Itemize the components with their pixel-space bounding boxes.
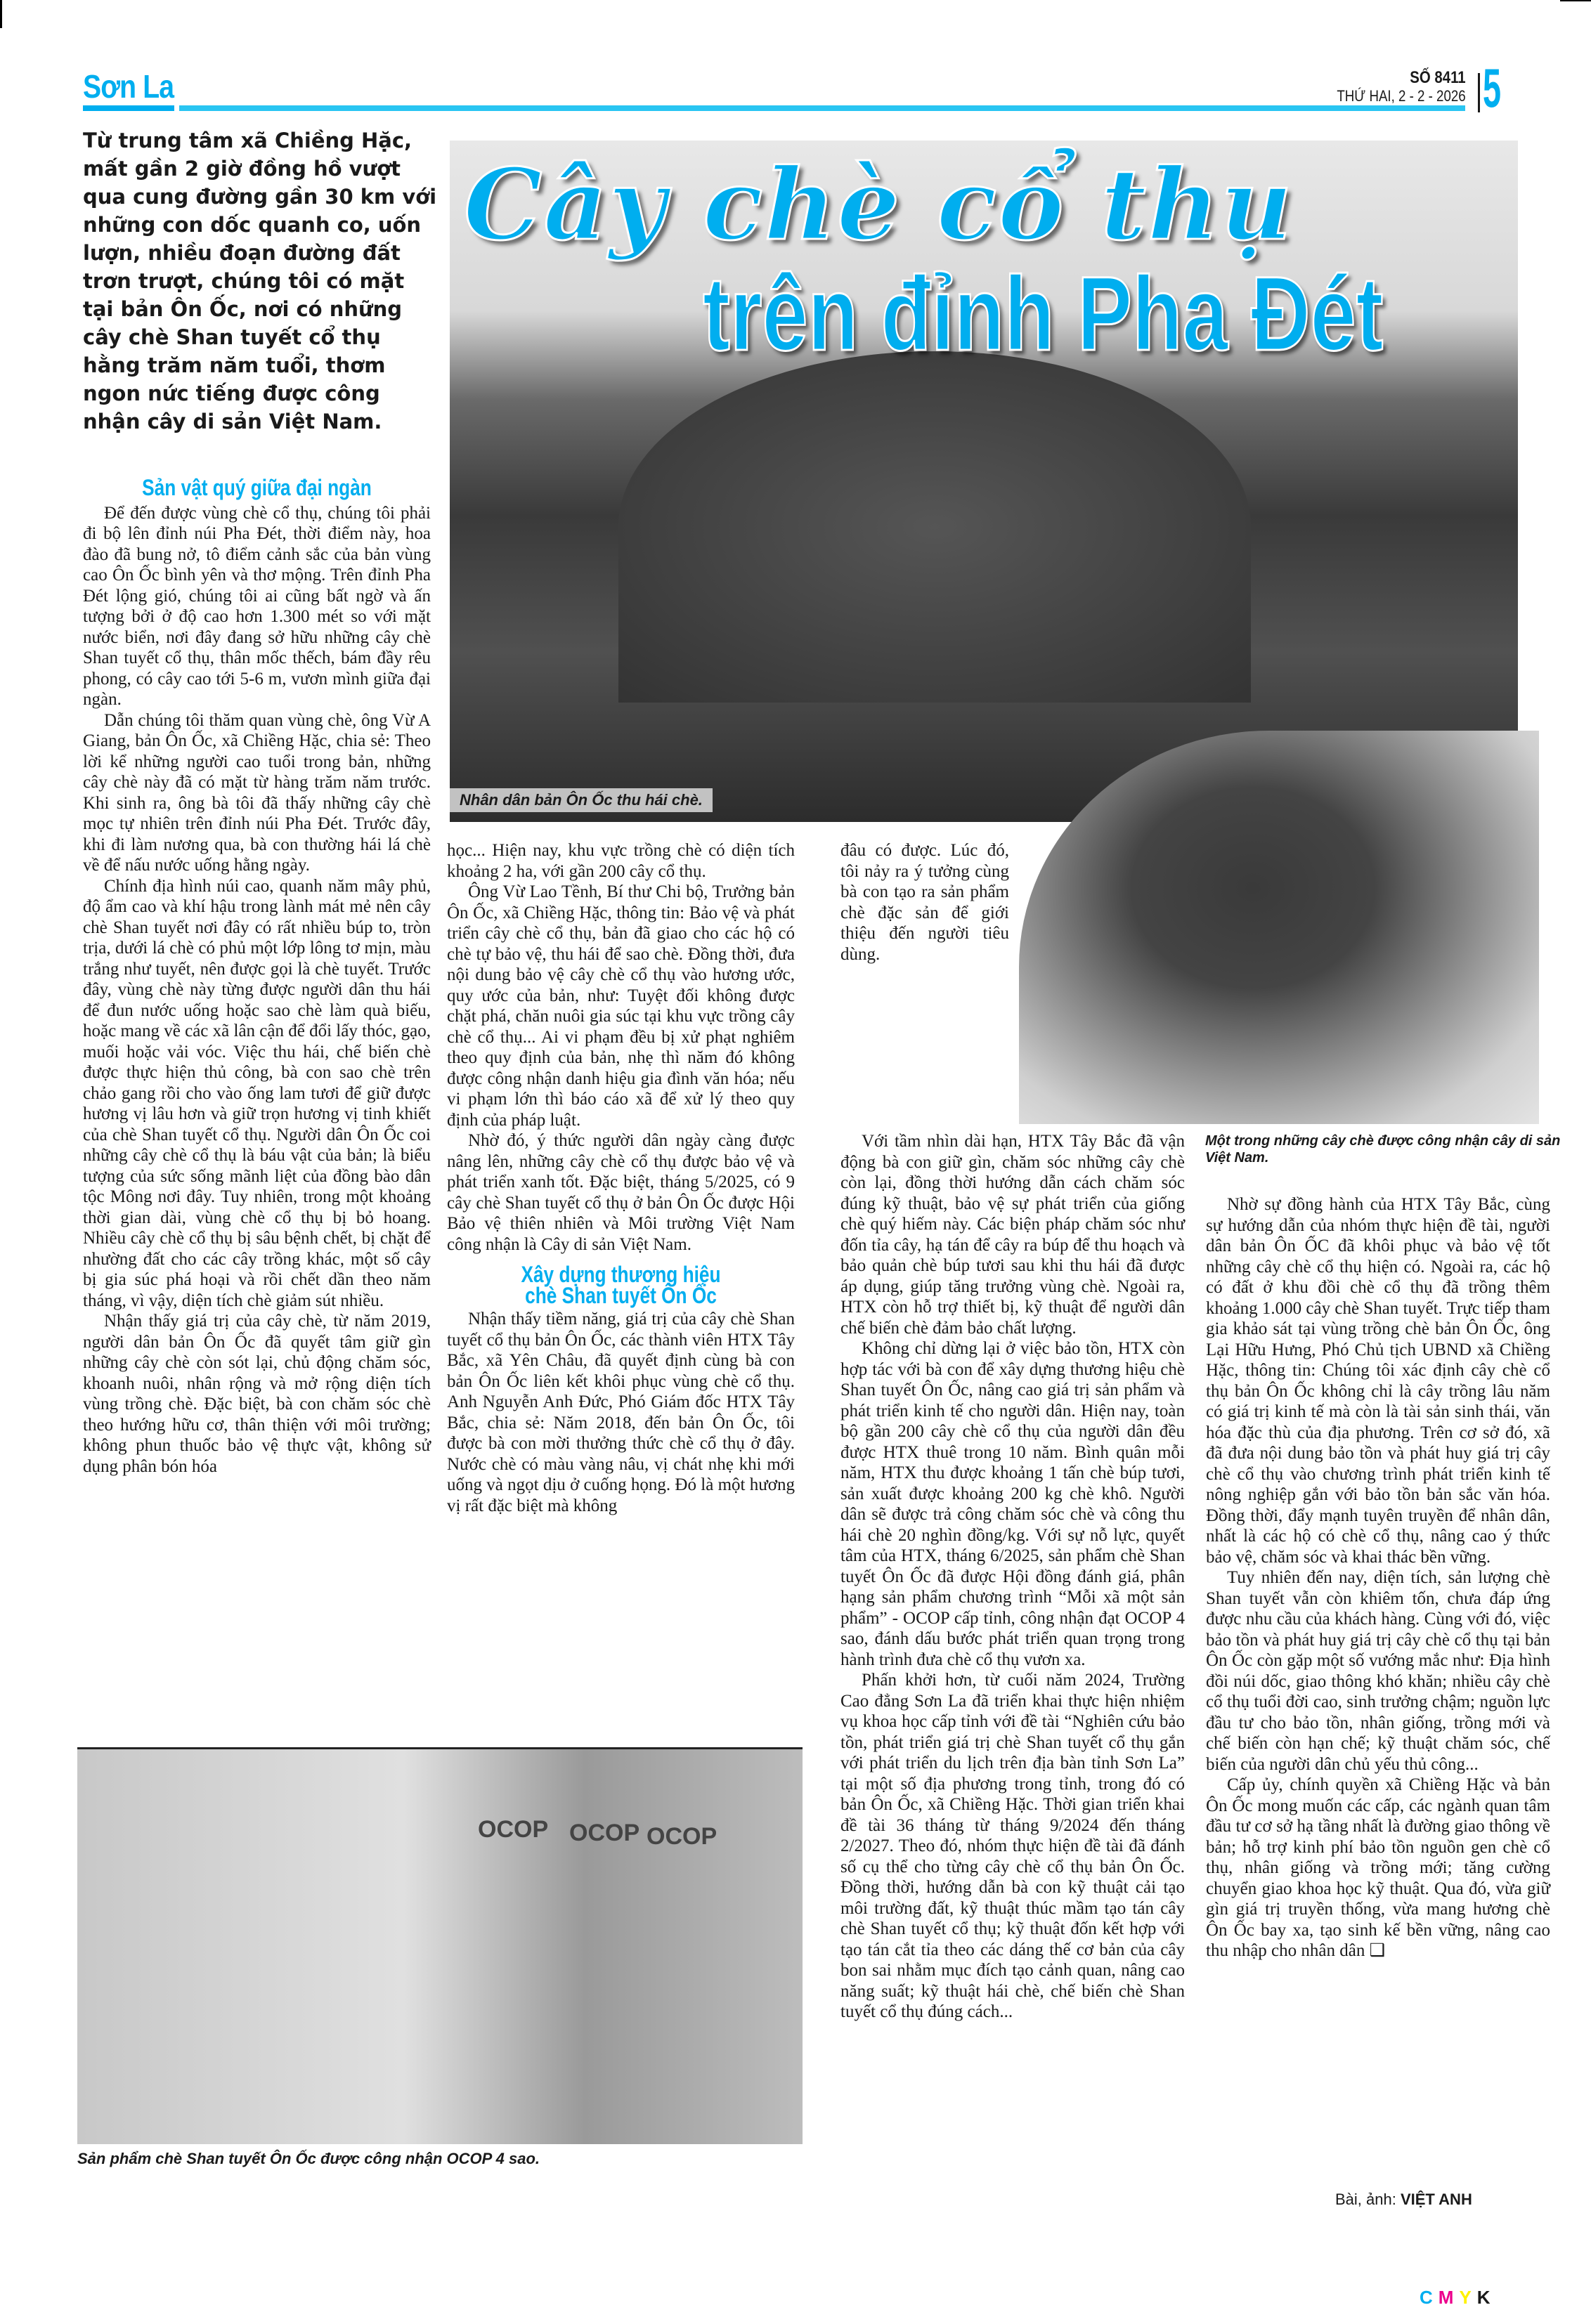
subheading-line: chè Shan tuyết Ôn Ốc — [525, 1282, 717, 1308]
issue-info — [1337, 69, 1466, 105]
byline — [1335, 2191, 1472, 2209]
paragraph: Cấp ủy, chính quyền xã Chiềng Hặc và bản Ôn Ốc mong muốn các cấp, các ngành quan tâm đầu tư cơ sở hạ tầng nhất là đường giao thông về bản; hỗ trợ kinh phí bảo tồn nguồn gen chè cổ thụ, nhân giống và trồng mới; tăng cường chuyển giao khoa học kỹ thuật. Qua đó, vừa giữ gìn giá trị truyền thống, vừa mang hương chè Ôn Ốc bay xa, tạo sinh kế bền vững, nâng cao thu nhập cho nhân dân ❑ — [1206, 1775, 1550, 1960]
subheading: Sản vật quý giữa đại ngàn — [142, 475, 372, 500]
paragraph: Với tầm nhìn dài hạn, HTX Tây Bắc đã vận động bà con giữ gìn, chăm sóc những cây chè còn lại, đồng thời hướng dẫn cách chăm sóc đúng kỹ thuật, bảo vệ sự phát triển của giống chè quý hiếm này. Các biện pháp chăm sóc như đốn tỉa cây, hạ tán để cây ra búp để thu hoạch và bảo quản chè búp tươi sau khi thu hái đã được áp dụng, giúp tăng trưởng vùng chè. Ngoài ra, HTX còn hỗ trợ thiết bị, kỹ thuật để người dân chế biến chè đảm bảo chất lượng. — [840, 1132, 1185, 1338]
article-column-3 — [840, 1131, 1185, 2023]
paragraph: học... Hiện nay, khu vực trồng chè có diện tích khoảng 2 ha, với gần 200 cây cổ thụ. — [447, 841, 795, 881]
crop-mark — [0, 0, 2, 28]
paragraph: Dẫn chúng tôi thăm quan vùng chè, ông Vừ A Giang, bản Ôn Ốc, xã Chiềng Hặc, chia sẻ: Theo lời kể những người cao tuổi trong bản, những cây chè này đã có mặt từ hàng trăm năm trước. Khi sinh ra, ông bà tôi đã thấy những cây chè mọc tự nhiên trên đỉnh núi Pha Đét. Trước đây, khi đi làm nương qua, bà con thường hái lá chè về để nấu nước uống hằng ngày. — [83, 710, 431, 875]
article-lead: Từ trung tâm xã Chiềng Hặc, mất gần 2 giờ đồng hồ vượt qua cung đường gần 30 km với những con dốc quanh co, uốn lượn, nhiều đoạn đường đất trơn trượt, chúng tôi có mặt tại bản Ôn Ốc, nơi có những cây chè Shan tuyết cổ thụ hằng trăm năm tuổi, thơm ngon nức tiếng được công nhận cây di sản Việt Nam. — [83, 129, 437, 433]
paragraph: Nhờ đó, ý thức người dân ngày càng được nâng lên, những cây chè cổ thụ được bảo vệ và phát triển xanh tốt. Đặc biệt, tháng 5/2025, có 9 cây chè Shan tuyết cổ thụ ở bản Ôn Ốc được Hội Bảo vệ thiên nhiên và Môi trường Việt Nam công nhận là Cây di sản Việt Nam. — [447, 1131, 795, 1254]
issue-number: SỐ 8411 — [1410, 68, 1466, 87]
section-name: Sơn La — [83, 68, 174, 105]
paragraph: Nhờ sự đồng hành của HTX Tây Bắc, cùng sự hướng dẫn của nhóm thực hiện đề tài, người dân bản Ôn ỐC đã khôi phục và bảo vệ tốt những cây chè cổ thụ hiện có. Ngoài ra, các hộ có đất ở khu đồi chè cổ thụ đã trồng thêm khoảng 1.000 cây chè Shan tuyết. Trực tiếp tham gia khảo sát tại vùng trồng chè bản Ôn Ốc, ông Lại Hữu Hưng, Phó Chủ tịch UBND xã Chiềng Hặc, thông tin: Chúng tôi xác định cây chè cổ thụ bản Ôn Ốc không chỉ là cây trồng lâu năm có giá trị kinh tế mà còn là tài sản sinh thái, văn hóa đặc thù của địa phương. Trên cơ sở đó, xã đã đưa nội dung bảo tồn và phát huy giá trị cây chè cổ thụ vào chương trình phát triển kinh tế nông nghiệp gắn với bảo tồn bản sắc văn hóa. Đồng thời, đẩy mạnh tuyên truyền để nhân dân, nhất là các hộ có chè cổ thụ, nâng cao ý thức bảo vệ, chăm sóc và khai thác bền vững. — [1206, 1195, 1550, 1567]
paragraph: Tuy nhiên đến nay, diện tích, sản lượng chè Shan tuyết vẫn còn khiêm tốn, chưa đáp ứng được nhu cầu của khách hàng. Cùng với đó, việc bảo tồn và phát huy giá trị cây chè cổ thụ tại bản Ôn Ốc còn gặp một số vướng mắc như: Địa hình đồi núi dốc, giao thông khó khăn; nhiều cây chè cổ thụ tuổi đời cao, sinh trưởng chậm; nguồn lực đầu tư cho bảo tồn, nhân giống, trồng mới và chế biến còn hạn chế; kỹ thuật chăm sóc, chế biến của người dân chủ yếu thủ công... — [1206, 1568, 1550, 1774]
article-column-3-top — [840, 840, 1009, 965]
article-column-1 — [83, 475, 431, 1477]
subheading-line: Xây dựng thương hiệu — [521, 1262, 721, 1287]
page-number: 5 — [1483, 57, 1502, 119]
ocop-product-photo — [77, 1747, 803, 2144]
paragraph: Phấn khởi hơn, từ cuối năm 2024, Trường Cao đẳng Sơn La đã triển khai thực hiện nhiệm vụ khoa học cấp tỉnh với đề tài “Nghiên cứu bảo tồn, phát triển giá trị chè Shan tuyết cổ thụ gắn với phát triển du lịch trên địa bàn tỉnh Sơn La” tại một số địa phương trong tỉnh, trong đó có bản Ôn Ốc, xã Chiềng Hặc. Thời gian triển khai đề tài 36 tháng từ tháng 9/2024 đến tháng 2/2027. Theo đó, nhóm thực hiện đề tài đã đánh số cụ thể cho từng cây chè cổ thụ bản Ôn Ốc. Đồng thời, hướng dẫn bà con kỹ thuật cải tạo môi trường đất, kỹ thuật thúc mầm tạo tán cây chè Shan tuyết cổ thụ; kỹ thuật đốn kết hợp với tạo tán cắt tỉa theo các dáng thế cơ bản của cây bon sai nhằm mục đích tạo cảnh quan, nâng cao năng suất; kỹ thuật hái chè, chế biến chè Shan tuyết cổ thụ đúng cách... — [840, 1671, 1185, 2021]
cmyk-k: K — [1476, 2287, 1496, 2308]
cmyk-c: C — [1420, 2287, 1439, 2308]
paragraph: Nhận thấy tiềm năng, giá trị của cây chè Shan tuyết cổ thụ bản Ôn Ốc, các thành viên HTX Tây Bắc, xã Yên Châu, đã quyết định cùng bà con bản Ôn Ốc liên kết khôi phục vùng chè cổ thụ. Anh Nguyễn Anh Đức, Phó Giám đốc HTX Tây Bắc, chia sẻ: Năm 2018, đến bản Ôn Ốc, tôi được bà con mời thưởng thức chè cổ thụ ở đây. Nước chè có màu vàng nâu, vị chát nhẹ khi mới uống và ngọt dịu ở cuống họng. Đó là một hương vị rất đặc biệt mà không — [447, 1310, 795, 1515]
paragraph: Không chỉ dừng lại ở việc bảo tồn, HTX còn hợp tác với bà con để xây dựng thương hiệu chè Shan tuyết Ôn Ốc, nâng cao giá trị sản phẩm và phát triển kinh tế cho người dân. Hiện nay, toàn bộ gần 200 cây chè cổ thụ của người dân đều được HTX thuê trong 10 năm. Bình quân mỗi năm, HTX thu được khoảng 1 tấn chè búp tươi, sản xuất được khoảng 200 kg chè khô. Người dân sẽ được trả công chăm sóc chè và công thu hái chè 20 nghìn đồng/kg. Với sự nỗ lực, quyết tâm của HTX, tháng 6/2025, sản phẩm chè Shan tuyết Ôn Ốc đã được Hội đồng đánh giá, phân hạng sản phẩm chương trình “Mỗi xã một sản phẩm” - OCOP cấp tỉnh, công nhận đạt OCOP 4 sao, đánh dấu bước phát triển quan trọng trong hành trình đưa chè cổ thụ vươn xa. — [840, 1339, 1185, 1669]
paragraph: Để đến được vùng chè cổ thụ, chúng tôi phải đi bộ lên đỉnh núi Pha Đét, thời điểm này, hoa đào đã bung nở, tô điểm cảnh sắc của bản vùng cao Ôn Ốc bình yên và thơ mộng. Trên đỉnh Pha Đét lộng gió, chúng tôi ai cũng bất ngờ và ấn tượng bởi ở độ cao hơn 1.300 mét so với mặt nước biển, nơi đây đang sở hữu những cây chè Shan tuyết cổ thụ, thân mốc thếch, bám đầy rêu phong, có cây cao tới 5-6 m, vươn mình giữa đại ngàn. — [83, 503, 431, 709]
cmyk-marks — [1420, 2287, 1496, 2309]
headline-line-2: trên đỉnh Pha Đét — [703, 254, 1384, 372]
main-photo-caption: Nhân dân bản Ôn Ốc thu hái chè. — [450, 788, 713, 812]
ocop-sign: OCOP — [569, 1820, 640, 1846]
paragraph: Chính địa hình núi cao, quanh năm mây phủ, độ ẩm cao và khí hậu trong lành mát mẻ nên cây chè Shan tuyết nơi đây có rất nhiều búp to, tròn trịa, dưới lá chè có phủ một lớp lông tơ mịn, màu trắng như tuyết, nên được gọi là chè tuyết. Trước đây, vùng chè này từng được người dân thu hái để đun nước uống hoặc sao chè làm quà biếu, hoặc mang về các xã lân cận để đổi lấy thóc, gạo, muối hoặc vải vóc. Việc thu hái, chế biến chè được thực hiện thủ công, bà con sao chè trên chảo gang rồi cho vào ống lam tươi để giữ được hương vị lâu hơn và giữ trọn hương vị tinh khiết của chè Shan tuyết cổ thụ. Người dân Ôn Ốc coi những cây chè cổ thụ là báu vật của bản; là biểu tượng của sức sống mãnh liệt của đồng bào dân tộc Mông nơi đây. Tuy nhiên, trong một khoảng thời gian dài, vùng chè cổ thụ bị bỏ hoang. Nhiều cây chè cổ thụ bị sâu bệnh chết, bị chặt để nhường đất cho các cây trồng khác, một số cây bị gia súc phá hoại và rồi chết dần theo năm tháng, vì vậy, diện tích chè giảm sút nhiều. — [83, 876, 431, 1310]
header-rule — [179, 105, 1465, 111]
subheading — [479, 1262, 764, 1308]
crop-mark — [1560, 0, 1591, 1]
headline-line-1: Cây chè cổ thụ — [464, 148, 1294, 263]
byline-author: VIỆT ANH — [1400, 2191, 1472, 2208]
article-column-2 — [447, 840, 795, 1516]
ocop-sign: OCOP — [647, 1823, 717, 1850]
cmyk-y: Y — [1459, 2287, 1477, 2308]
article-column-4 — [1206, 1194, 1550, 1961]
ocop-photo-caption: Sản phẩm chè Shan tuyết Ôn Ốc được công nhận OCOP 4 sao. — [77, 2150, 540, 2167]
issue-date: THỨ HAI, 2 - 2 - 2026 — [1337, 87, 1466, 105]
header-rule — [83, 105, 174, 111]
paragraph: đâu có được. Lúc đó, tôi nảy ra ý tưởng cùng bà con tạo ra sản phẩm chè đặc sản để giới thiệu đến người tiêu dùng. — [840, 841, 1009, 964]
tree-photo-caption: Một trong những cây chè được công nhận cây di sản Việt Nam. — [1205, 1133, 1561, 1166]
mountain-shape — [618, 351, 1251, 703]
cmyk-m: M — [1438, 2287, 1460, 2308]
byline-label: Bài, ảnh: — [1335, 2191, 1396, 2208]
header-divider — [1478, 73, 1480, 112]
paragraph: Ông Vừ Lao Tềnh, Bí thư Chi bộ, Trưởng bản Ôn Ốc, xã Chiềng Hặc, thông tin: Bảo vệ và phát triển cây chè cổ thụ, bản đã giao cho các hộ có chè tự bảo vệ, thu hái để sao chè. Đồng thời, đưa nội dung bảo vệ cây chè cổ thụ vào hương ước, quy ước của bản, như: Tuyệt đối không được chặt phá, chăn nuôi gia súc tại khu vực trồng cây chè cổ thụ... Ai vi phạm đều bị xử phạt nghiêm theo quy định của bản, nhẹ thì năm đó không được công nhận danh hiệu gia đình văn hóa; nếu vi phạm lớn thì báo cáo xã để xử lý theo quy định của pháp luật. — [447, 882, 795, 1130]
ocop-sign: OCOP — [478, 1816, 549, 1843]
paragraph: Nhận thấy giá trị của cây chè, từ năm 2019, người dân bản Ôn Ốc đã quyết tâm giữ gìn những cây chè còn sót lại, chủ động chăm sóc, khoanh nuôi, nhân rộng và mở rộng diện tích vùng trồng chè. Đặc biệt, bà con chăm sóc chè theo hướng hữu cơ, thân thiện với môi trường; không phun thuốc bảo vệ thực vật, không sử dụng phân bón hóa — [83, 1312, 431, 1476]
